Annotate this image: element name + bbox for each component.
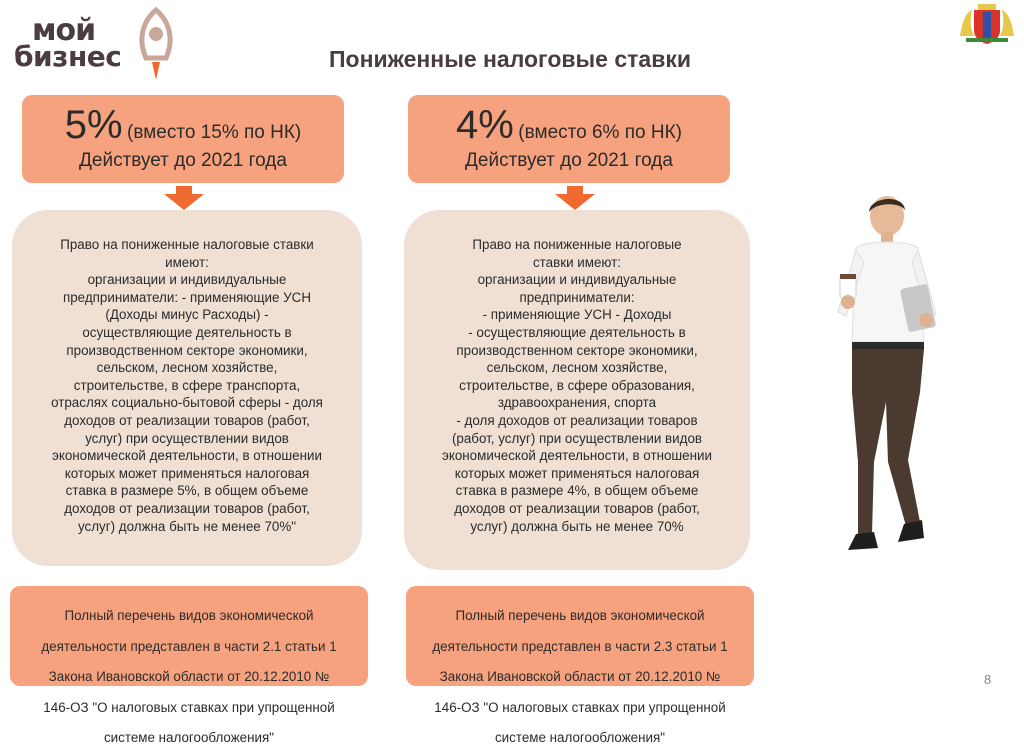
left-body-line: строительстве, в сфере транспорта, (73, 377, 301, 393)
right-note-line: системе налогообложения" (494, 729, 666, 745)
right-body-line: предприниматели: (519, 289, 635, 305)
left-body-line: имеют: (165, 254, 209, 270)
left-note-line: 146-ОЗ "О налоговых ставках при упрощенной (43, 699, 335, 715)
right-body-line: - применяющие УСН - Доходы (482, 307, 672, 323)
left-law-note (10, 586, 368, 745)
right-rate-valid: Действует до 2021 года (465, 150, 673, 171)
right-body-line: - осуществляющие деятельность в (468, 324, 686, 340)
rocket-icon (130, 6, 182, 84)
right-body-line: Право на пониженные налоговые (472, 237, 682, 252)
page-title: Пониженные налоговые ставки (329, 46, 691, 72)
right-body-line: сельском, лесном хозяйстве, (486, 360, 668, 376)
right-body-line: ставка в размере 4%, в общем объеме (455, 483, 699, 499)
logo-line2: бизнес (14, 40, 122, 73)
left-body-line: организации и индивидуальные (87, 272, 287, 288)
left-rate-comparison: (вместо 15% по НК) (127, 122, 302, 143)
left-rate-valid: Действует до 2021 года (79, 150, 287, 171)
left-body-line: сельском, лесном хозяйстве, (96, 360, 278, 376)
right-body-line: строительстве, в сфере образования, (459, 377, 695, 393)
coat-of-arms-icon (956, 2, 1018, 46)
left-body-line: отраслях социально-бытовой сферы - доля (51, 395, 323, 411)
left-body-line: услуг) должна быть не менее 70%" (77, 518, 297, 534)
logo-line1: мой (32, 13, 96, 48)
right-rate-value: 4% (456, 103, 514, 147)
right-body-line: ставки имеют: (532, 254, 622, 270)
left-body-line: ставка в размере 5%, в общем объеме (65, 483, 309, 499)
right-body-line: - доля доходов от реализации товаров (456, 412, 698, 428)
right-rate-box (408, 95, 730, 183)
left-body-line: услуг) при осуществлении видов (85, 430, 289, 446)
right-body-line: организации и индивидуальные (477, 272, 677, 288)
left-note-line: системе налогообложения" (103, 729, 275, 745)
left-body-line: (Доходы минус Расходы) - (105, 307, 269, 323)
right-body-line: производственном секторе экономики, (456, 342, 698, 358)
left-note-line: Полный перечень видов экономической (64, 608, 314, 624)
right-body-line: доходов от реализации товаров (работ, (454, 500, 700, 516)
right-note-line: деятельности представлен в части 2.3 статьи 1 (432, 638, 728, 654)
left-note-line: деятельности представлен в части 2.1 статьи 1 (41, 638, 337, 654)
page-number: 8 (984, 672, 992, 687)
left-body-line: Право на пониженные налоговые ставки (60, 237, 314, 252)
right-body-line: которых может применяться налоговая (454, 465, 700, 481)
left-body-line: доходов от реализации товаров (работ, (64, 412, 310, 428)
left-body-line: производственном секторе экономики, (66, 342, 308, 358)
right-body-line: экономической деятельности, в отношении (442, 448, 712, 464)
right-note-line: Полный перечень видов экономической (455, 608, 705, 624)
right-note-line: 146-ОЗ "О налоговых ставках при упрощенной (434, 699, 726, 715)
businessman-illustration (812, 192, 962, 558)
moy-biznes-logo (10, 4, 180, 84)
left-body-line: доходов от реализации товаров (работ, (64, 500, 310, 516)
right-body-line: (работ, услуг) при осуществлении видов (451, 430, 703, 446)
right-body-line: здравоохранения, спорта (497, 395, 657, 411)
right-down-arrow-icon (555, 186, 595, 210)
left-body-line: осуществляющие деятельность в (82, 324, 292, 340)
right-note-line: Закона Ивановской области от 20.12.2010 № (439, 669, 721, 685)
left-note-line: Закона Ивановской области от 20.12.2010 № (48, 669, 330, 685)
left-body-line: которых может применяться налоговая (64, 465, 310, 481)
right-rate-comparison: (вместо 6% по НК) (518, 122, 682, 143)
left-down-arrow-icon (164, 186, 204, 210)
left-rate-box (22, 95, 344, 183)
left-eligibility-panel (12, 210, 362, 566)
left-body-line: предприниматели: - применяющие УСН (62, 289, 311, 305)
left-body-line: экономической деятельности, в отношении (52, 448, 322, 464)
right-law-note (406, 586, 754, 745)
left-rate-value: 5% (64, 103, 123, 147)
right-eligibility-panel (404, 210, 750, 570)
right-body-line: услуг) должна быть не менее 70% (470, 518, 684, 534)
